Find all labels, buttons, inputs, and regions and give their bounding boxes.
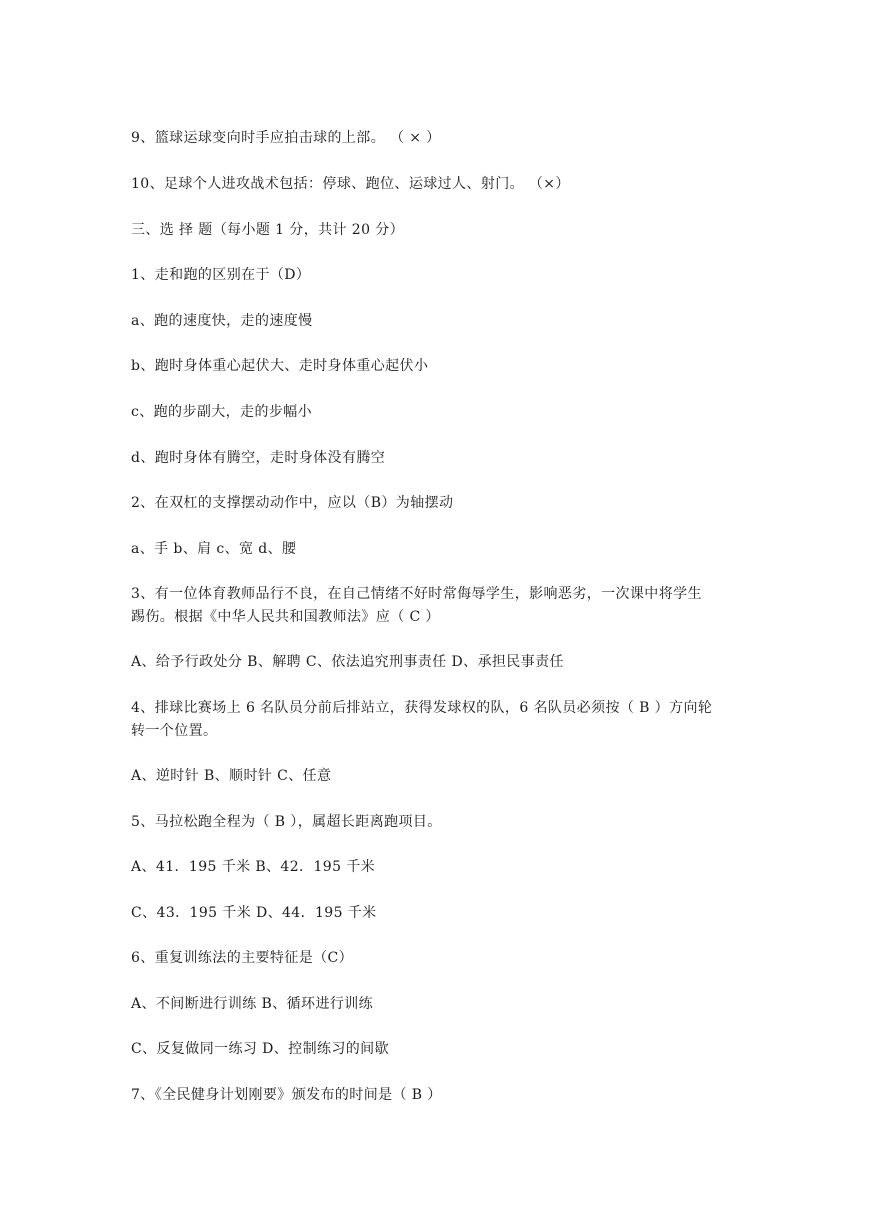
question-3-line-1: 3、有一位体育教师品行不良，在自己情绪不好时常侮辱学生，影响恶劣，一次课中将学生 bbox=[131, 586, 702, 602]
question-4-options: A、逆时针 B、顺时针 C、任意 bbox=[131, 768, 332, 784]
question-5: 5、马拉松跑全程为（ B ），属超长距离跑项目。 bbox=[131, 814, 442, 830]
question-4-line-2: 转一个位置。 bbox=[131, 723, 218, 739]
section-heading-multiple-choice: 三、选 择 题（每小题 1 分，共计 20 分） bbox=[131, 222, 405, 238]
question-5-options-cd: C、43．195 千米 D、44．195 千米 bbox=[131, 905, 377, 921]
question-7: 7、《全民健身计划刚要》颁发布的时间是（ B ） bbox=[131, 1087, 442, 1103]
question-1-option-b: b、跑时身体重心起伏大、走时身体重心起伏小 bbox=[131, 358, 429, 374]
question-3-options: A、给予行政处分 B、解聘 C、依法追究刑事责任 D、承担民事责任 bbox=[131, 654, 564, 670]
question-6-options-cd: C、反复做同一练习 D、控制练习的间歇 bbox=[131, 1041, 389, 1057]
question-6: 6、重复训练法的主要特征是（C） bbox=[131, 950, 354, 966]
question-5-options-ab: A、41．195 千米 B、42．195 千米 bbox=[131, 859, 376, 875]
question-1-option-c: c、跑的步副大，走的步幅小 bbox=[131, 404, 313, 420]
question-9-true-false: 9、篮球运球变向时手应拍击球的上部。 （ × ） bbox=[131, 130, 441, 146]
question-2-options: a、手 b、肩 c、宽 d、腰 bbox=[131, 541, 297, 557]
question-1: 1、走和跑的区别在于（D） bbox=[131, 267, 311, 283]
question-2: 2、在双杠的支撑摆动动作中，应以（B）为轴摆动 bbox=[131, 495, 454, 511]
question-4-line-1: 4、排球比赛场上 6 名队员分前后排站立，获得发球权的队，6 名队员必须按（ B ）方向轮 bbox=[131, 700, 713, 716]
question-10-true-false: 10、足球个人进攻战术包括：停球、跑位、运球过人、射门。 （×） bbox=[131, 176, 570, 192]
question-1-option-a: a、跑的速度快，走的速度慢 bbox=[131, 313, 313, 329]
question-1-option-d: d、跑时身体有腾空，走时身体没有腾空 bbox=[131, 450, 386, 466]
question-3-line-2: 踢伤。根据《中华人民共和国教师法》应（ C ） bbox=[131, 609, 440, 625]
question-6-options-ab: A、不间断进行训练 B、循环进行训练 bbox=[131, 996, 374, 1012]
